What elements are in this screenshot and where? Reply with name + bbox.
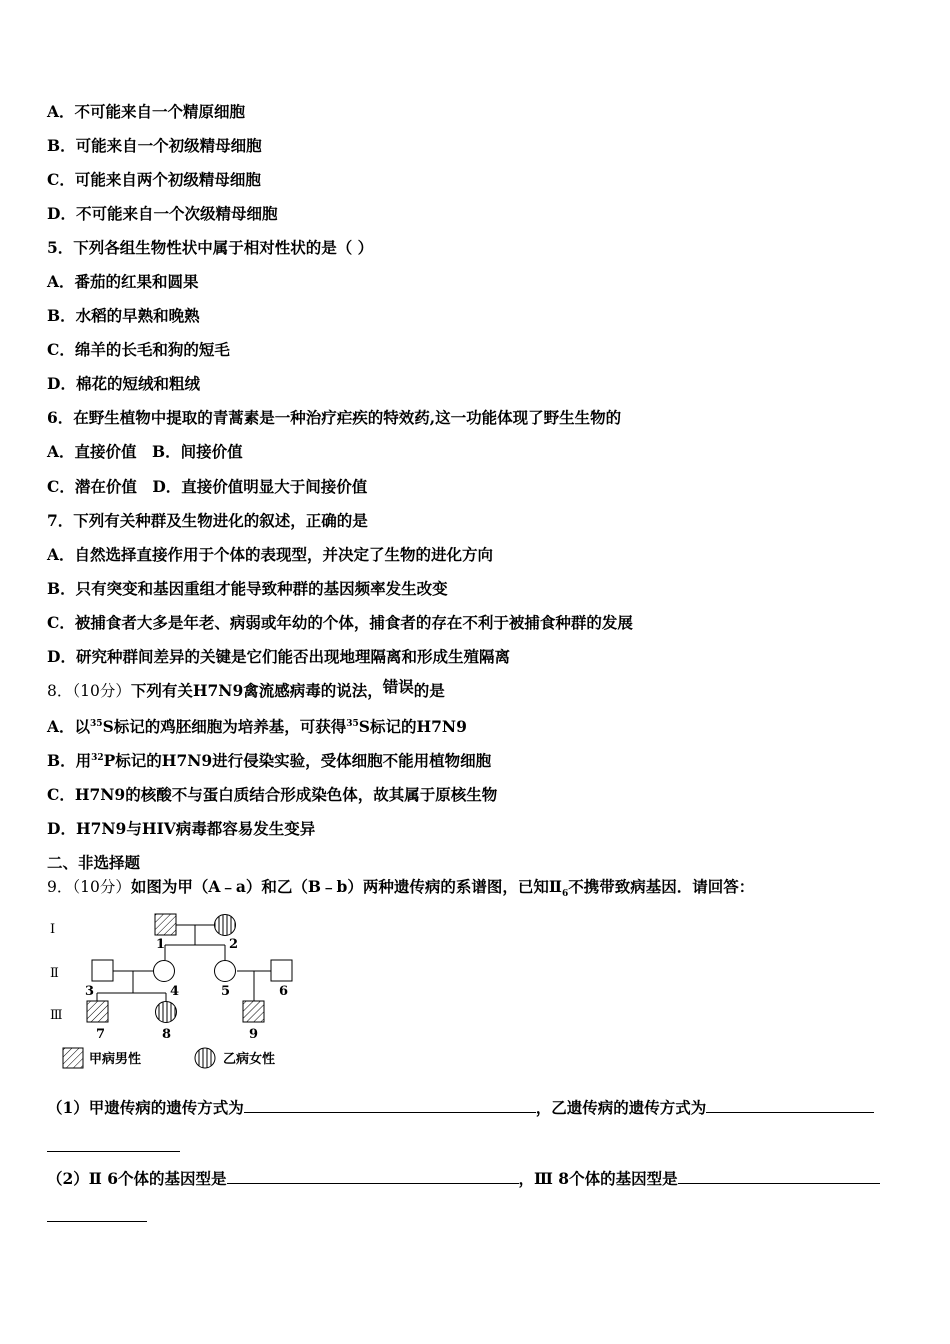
q7-stem: 7．下列有关种群及生物进化的叙述，正确的是 [47,511,368,530]
label-1: 1 [156,937,166,952]
label-9: 9 [249,1027,259,1042]
q8-points: （10分） [72,682,131,700]
q8-option-b-superscript: 32 [91,753,104,763]
q6-options-cd: C．潜在价值 D．直接价值明显大于间接价值 [47,477,368,496]
q9-sub1-text-b: ，乙遗传病的遗传方式为 [535,1098,707,1117]
individual-5-normal-female [215,961,236,982]
q4-option-c: C．可能来自两个初级精母细胞 [47,170,261,189]
answer-blank-4[interactable] [678,1168,880,1184]
q9-subquestion-1 [47,1097,874,1118]
q5-stem: 5．下列各组生物性状中属于相对性状的是（ ） [47,238,374,257]
generation-label-1: Ⅰ [50,922,56,937]
individual-9-affected-male [243,1001,264,1022]
answer-blank-1[interactable] [244,1097,536,1113]
label-6: 6 [279,984,289,999]
q9-stem [47,877,755,900]
q8-option-a-prefix: A．以 [47,717,91,736]
q9-subquestion-2 [47,1168,880,1189]
q7-option-b: B．只有突变和基因重组才能导致种群的基因频率发生改变 [47,579,448,598]
q8-stem-end: 的是 [413,681,445,700]
q9-points: （10分） [72,878,131,896]
section-title: 二、非选择题 [47,853,141,872]
q8-option-c: C．H7N9的核酸不与蛋白质结合形成染色体，故其属于原核生物 [47,785,498,804]
label-3: 3 [85,984,95,999]
q6-stem: 6．在野生植物中提取的青蒿素是一种治疗疟疾的特效药,这一功能体现了野生生物的 [47,408,622,427]
answer-blank-3[interactable] [227,1168,519,1184]
q7-option-d: D．研究种群间差异的关键是它们能否出现地理隔离和形成生殖隔离 [47,647,510,666]
q8-option-b [47,751,491,771]
q8-stem [47,677,445,701]
individual-8-affected-female [156,1002,177,1023]
legend-label-female: 乙病女性 [223,1052,276,1067]
individual-7-affected-male [87,1001,108,1022]
q8-option-a [47,717,467,737]
q4-option-b: B．可能来自一个初级精母细胞 [47,136,262,155]
answer-blank-4-continued[interactable] [47,1206,147,1222]
q9-number: 9． [47,878,73,896]
q8-option-a-superscript-2: 35 [346,719,359,729]
q9-sub1-text-a: （1）甲遗传病的遗传方式为 [47,1098,244,1117]
q5-option-d: D．棉花的短绒和粗绒 [47,374,200,393]
q8-option-a-middle: S标记的鸡胚细胞为培养基，可获得 [102,717,347,736]
q7-option-c: C．被捕食者大多是年老、病弱或年幼的个体，捕食者的存在不利于被捕食种群的发展 [47,613,633,632]
individual-2-affected-female [215,915,236,936]
generation-label-2: Ⅱ [50,966,59,981]
q8-stem-text: 下列有关H7N9禽流感病毒的说法， [130,681,383,700]
q5-option-c: C．绵羊的长毛和狗的短毛 [47,340,230,359]
q9-sub2-text-a: （2）Ⅱ 6个体的基因型是 [47,1169,227,1188]
individual-1-affected-male [155,914,176,935]
legend-female-symbol [195,1048,215,1068]
pedigree-chart [45,905,295,1073]
q9-sub2-text-b: ，Ⅲ 8个体的基因型是 [518,1169,678,1188]
q5-option-b: B．水稻的早熟和晚熟 [47,306,200,325]
q8-option-b-end: P标记的H7N9进行侵染实验，受体细胞不能用植物细胞 [103,751,492,770]
q4-option-a: A．不可能来自一个精原细胞 [47,102,246,121]
q8-option-a-superscript-1: 35 [90,719,103,729]
individual-3-normal-male [92,960,113,981]
q7-option-a: A．自然选择直接作用于个体的表现型，并决定了生物的进化方向 [47,545,494,564]
q4-option-d: D．不可能来自一个次级精母细胞 [47,204,278,223]
label-7: 7 [96,1027,106,1042]
q8-option-b-prefix: B．用 [47,751,92,770]
answer-blank-2-continued[interactable] [47,1136,180,1152]
q8-error-word: 错误 [382,677,414,696]
label-4: 4 [170,984,180,999]
label-5: 5 [221,984,231,999]
legend-label-male: 甲病男性 [89,1052,142,1067]
q9-stem-subscript: 6 [561,889,569,900]
q9-stem-text: 如图为甲（A﹣a）和乙（B﹣b）两种遗传病的系谱图，已知Ⅱ [130,877,562,896]
generation-label-3: Ⅲ [50,1008,63,1023]
label-2: 2 [229,937,239,952]
q8-number: 8． [47,682,73,700]
q5-option-a: A．番茄的红果和圆果 [47,272,199,291]
label-8: 8 [162,1027,172,1042]
q6-options-ab: A．直接价值 B．间接价值 [47,442,243,461]
q8-option-a-end: S标记的H7N9 [358,717,467,736]
individual-4-normal-female [154,961,175,982]
individual-6-normal-male [271,960,292,981]
q9-stem-end: 不携带致病基因．请回答： [568,877,755,896]
answer-blank-2[interactable] [706,1097,874,1113]
q8-option-d: D．H7N9与HIV病毒都容易发生变异 [47,819,316,838]
legend-male-symbol [63,1048,83,1068]
